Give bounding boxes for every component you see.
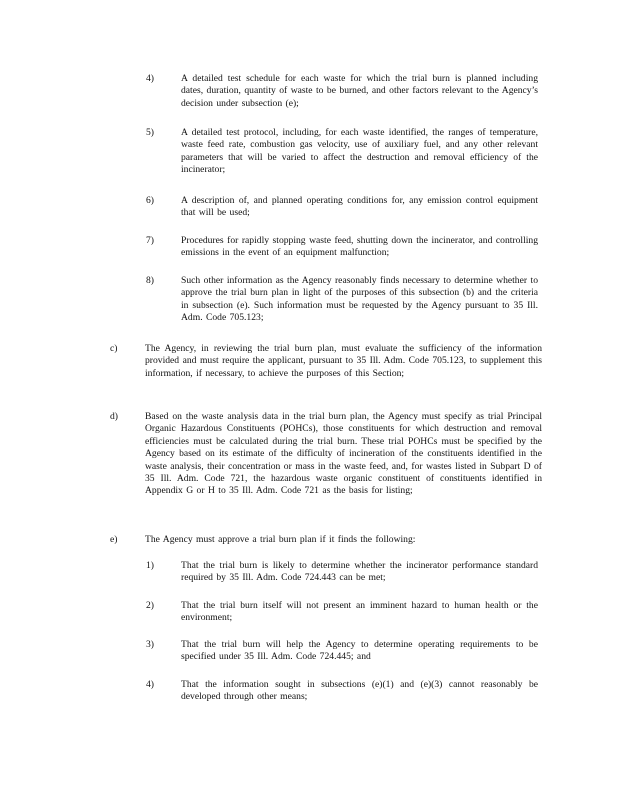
item-number: e): [110, 534, 118, 545]
item-text: That the trial burn will help the Agency to determine operating requirements to be specified under 35 Ill. Adm. Code 724.445; and: [181, 639, 538, 663]
item-number: 4): [146, 679, 154, 690]
item-text: Such other information as the Agency reasonably finds necessary to determine whether to approve the trial burn plan in light of the purposes of this subsection (b) and the criteria in subsection (e). Such information must be requested by the Agency pursuant to 35 Ill. Adm. Code 705.123;: [181, 275, 538, 324]
item-text: That the trial burn itself will not present an imminent hazard to human health or the environment;: [181, 600, 538, 624]
item-text: The Agency, in reviewing the trial burn plan, must evaluate the sufficiency of the information provided and must require the applicant, pursuant to 35 Ill. Adm. Code 705.123, to supplement this information, if necessary, to achieve the purposes of this Section;: [145, 343, 542, 379]
item-text: Based on the waste analysis data in the trial burn plan, the Agency must specify as trial Principal Organic Hazardous Constituents (POHCs), those constituents for which destruction and removal efficiencies must be calculated during the trial burn. These trial POHCs must be specified by the Agency based on its estimate of the difficulty of incineration of the constituents identified in the waste analysis, their concentration or mass in the waste feed, and, for wastes listed in Subpart D of 35 Ill. Adm. Code 721, the hazardous waste organic constituent of constituents identified in Appendix G or H to 35 Ill. Adm. Code 721 as the basis for listing;: [145, 411, 542, 497]
item-text: A description of, and planned operating conditions for, any emission control equipment that will be used;: [181, 195, 538, 219]
item-number: 4): [146, 73, 154, 84]
item-text: That the trial burn is likely to determine whether the incinerator performance standard required by 35 Ill. Adm. Code 724.443 can be met;: [181, 560, 538, 584]
item-number: 3): [146, 639, 154, 650]
item-text: That the information sought in subsections (e)(1) and (e)(3) cannot reasonably be developed through other means;: [181, 679, 538, 703]
item-number: d): [110, 411, 118, 422]
item-number: 6): [146, 195, 154, 206]
item-number: 1): [146, 560, 154, 571]
item-number: c): [110, 343, 118, 354]
item-number: 8): [146, 275, 154, 286]
item-text: A detailed test protocol, including, for each waste identified, the ranges of temperature, waste feed rate, combustion gas velocity, use of auxiliary fuel, and any other relevant parameters that will be varied to affect the destruction and removal efficiency of the incinerator;: [181, 127, 538, 176]
item-number: 5): [146, 127, 154, 138]
item-number: 2): [146, 600, 154, 611]
item-text: A detailed test schedule for each waste for which the trial burn is planned including dates, duration, quantity of waste to be burned, and other factors relevant to the Agency’s decision under subsection (e);: [181, 73, 538, 109]
item-text: Procedures for rapidly stopping waste feed, shutting down the incinerator, and controlling emissions in the event of an equipment malfunction;: [181, 235, 538, 259]
item-number: 7): [146, 235, 154, 246]
item-text: The Agency must approve a trial burn plan if it finds the following:: [145, 534, 416, 545]
